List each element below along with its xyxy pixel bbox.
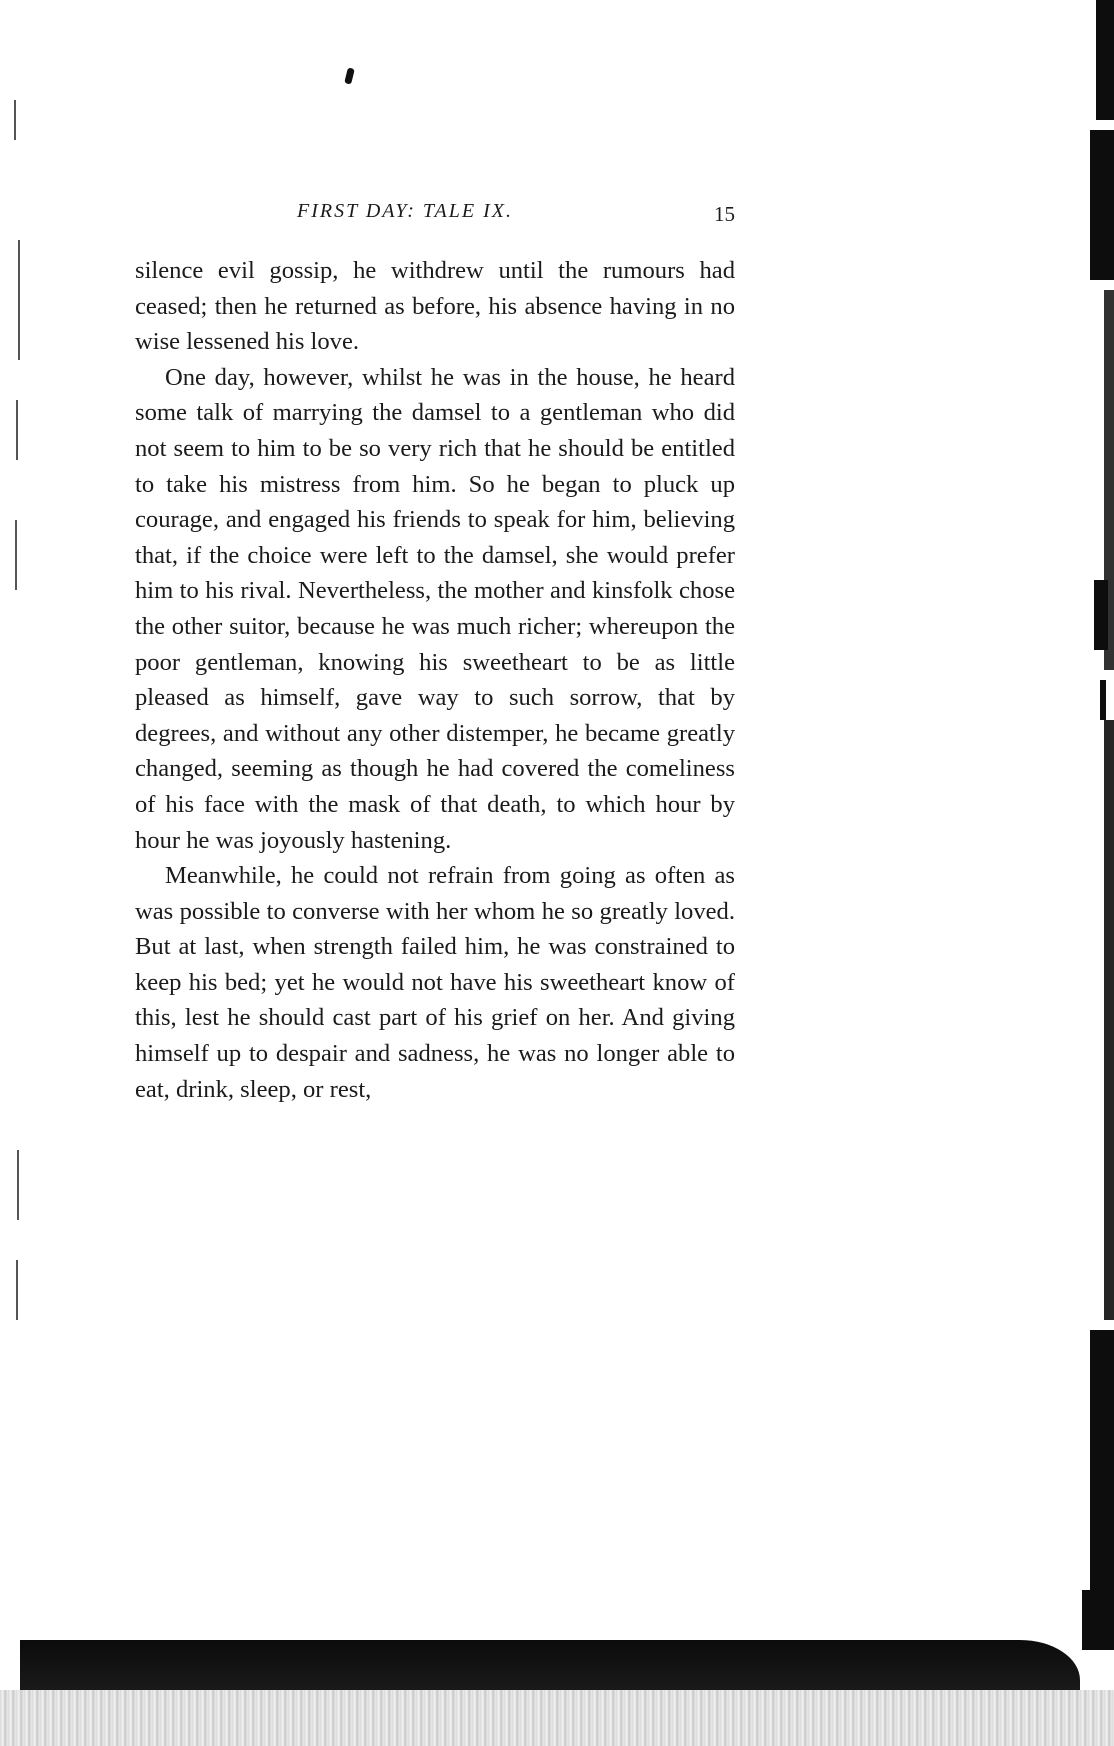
paragraph-continued: silence evil gossip, he withdrew until the rumours had ceased; then he returned as before, his absence having in no wise lessened his love. (135, 257, 735, 356)
paragraph: Meanwhile, he could not refrain from going as often as was possible to converse with her whom he so greatly loved. But at last, when strength failed him, he was constrained to keep his bed; yet he would not have his sweetheart know of this, lest he should cast part of his grief on her. And giving himself up to despair and sadness, he was no longer able to eat, drink, sleep, or rest, (135, 862, 735, 1103)
page-header (135, 200, 735, 236)
paragraph: One day, however, whilst he was in the house, he heard some talk of marrying the damsel to a gentleman who did not seem to him to be so very rich that he should be entitled to take his mistress from him. So he began to pluck up courage, and engaged his friends to speak for him, believing that, if the choice were left to the damsel, she would prefer him to his rival. Nevertheless, the mother and kinsfolk chose the other suitor, because he was much richer; whereupon the poor gentleman, knowing his sweetheart to be as little pleased as himself, gave way to such sorrow, that by degrees, and without any other distemper, he became greatly changed, seeming as though he had covered the comeliness of his face with the mask of that death, to which hour by hour he was joyously hastening. (135, 363, 735, 854)
left-margin-scan-marks (10, 40, 40, 1440)
body-text (135, 253, 735, 1107)
ink-speck (344, 67, 355, 84)
running-head: FIRST DAY: TALE IX. (297, 200, 513, 222)
scan-bottom-edge (0, 1640, 1114, 1746)
page-number: 15 (714, 202, 735, 226)
binding-shadow (1074, 0, 1114, 1690)
